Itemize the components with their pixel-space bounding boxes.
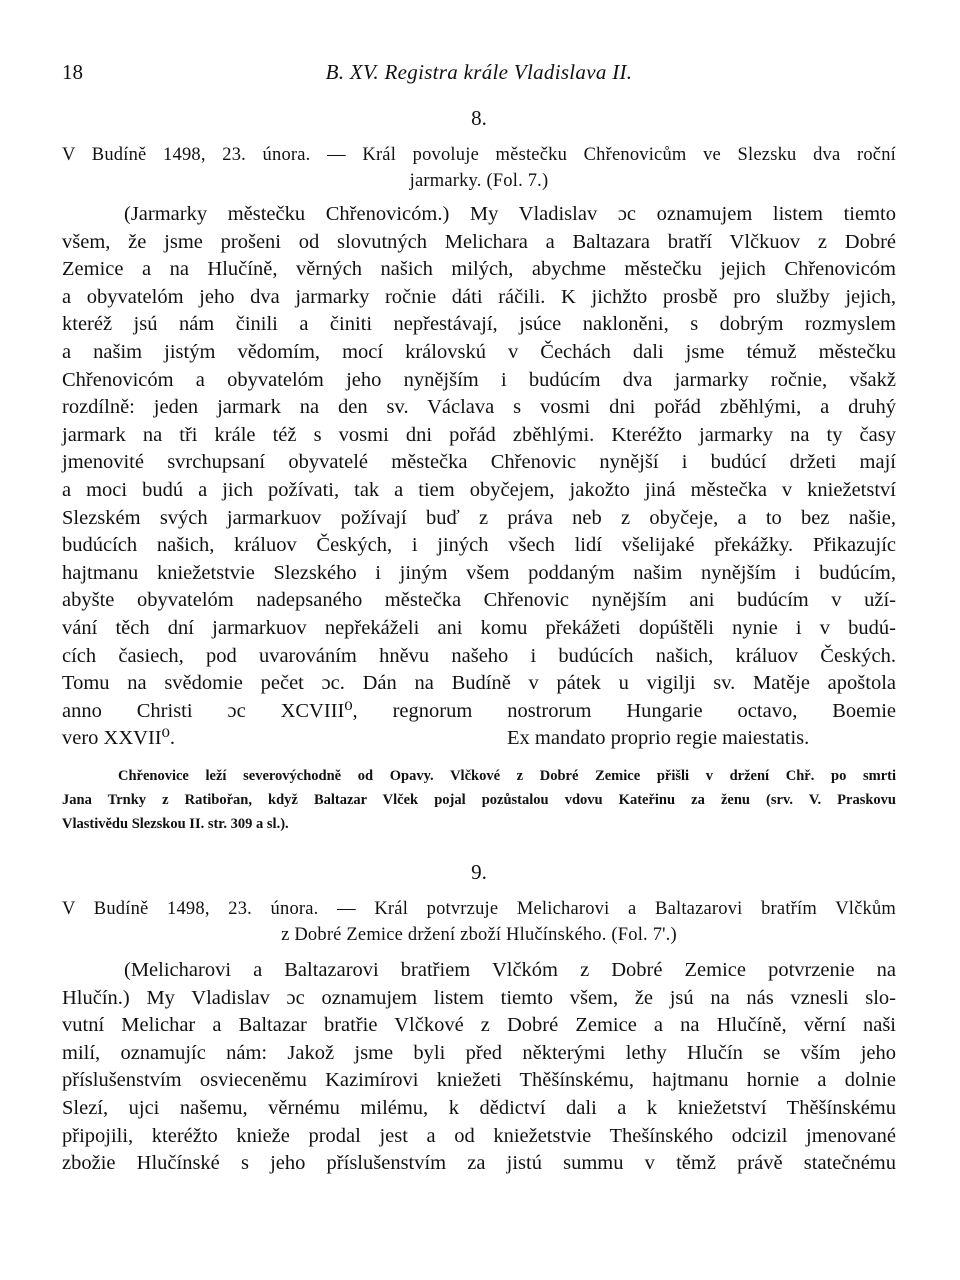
document-8-line: cích časiech, pod uvarováním hněvu našeho i budúcích našich, králuov Českých.	[62, 644, 896, 667]
document-8-closing	[62, 725, 896, 753]
document-8-chancery-note: Ex mandato proprio regie maiestatis.	[507, 727, 810, 750]
document-9-text	[62, 957, 896, 1178]
document-9-regest	[62, 896, 896, 948]
document-8-line: jmenovité svrchupsaní obyvatelé městečka Chřenovic nynější i budúcí držeti mají	[62, 451, 896, 474]
document-8-line: Zemice a na Hlučíně, věrných našich milých, abychme městečku jejich Chřenovicóm	[62, 258, 896, 281]
document-8-line: budúcích našich, králuov Českých, i jiných všech lidí všelijaké překážky. Přikazujíc	[62, 534, 896, 557]
document-8-line: Tomu na svědomie pečet ɔc. Dán na Budíně v pátek u vigilji sv. Matěje apoštola	[62, 672, 896, 695]
document-8-number: 8.	[471, 106, 487, 130]
document-8-line: anno Christi ɔc XCVIII⁰, regnorum nostrorum Hungarie octavo, Boemie	[62, 699, 896, 722]
page-number: 18	[62, 60, 83, 84]
document-9-line: zbožie Hlučínské s jeho příslušenstvím za jistú summu v těmž právě statečnému	[62, 1152, 896, 1175]
document-8-line: kteréž jsú nám činili a činiti nepřestávají, jsúce nakloněni, s dobrým rozmyslem	[62, 313, 896, 336]
document-8-line: a našim jistým vědomím, mocí královskú v Čechách dali jsme témuž městečku	[62, 340, 896, 363]
document-9-line: vutní Melichar a Baltazar bratřie Vlčkové z Dobré Zemice a na Hlučíně, věrní naši	[62, 1014, 896, 1037]
running-title: B. XV. Registra krále Vladislava II.	[325, 60, 633, 84]
document-8-line: abyšte obyvatelóm nadepsaného městečka Chřenovic nynějším ani budúcím v uží-	[62, 589, 896, 612]
document-9-line: Slezí, ujci našemu, věrnému milému, k dědictví dali a k kniežetství Thěšínskému	[62, 1096, 896, 1119]
document-9-regest-line-1: V Budíně 1498, 23. února. — Král potvrzuje Melicharovi a Baltazarovi bratřím Vlčkům	[62, 899, 896, 919]
document-9-regest-line-2: z Dobré Zemice držení zboží Hlučínského. (Fol. 7'.)	[281, 925, 677, 945]
document-8-regest-line-2: jarmarky. (Fol. 7.)	[409, 171, 549, 191]
document-8-line: jarmark na tři krále též s vosmi dni pořád zběhlými. Kteréžto jarmarky na ty časy	[62, 423, 896, 446]
document-9-line: Hlučín.) My Vladislav ɔc oznamujem listem tiemto všem, že jsú na nás vznesli slo-	[62, 986, 896, 1009]
footnote-line: Chřenovice leží severovýchodně od Opavy. Vlčkové z Dobré Zemice přišli v držení Chř. po smrti	[118, 768, 896, 784]
document-8-text	[62, 201, 896, 753]
document-8-closing-date: vero XXVII⁰.	[62, 727, 175, 750]
footnote-line: Jana Trnky z Ratibořan, když Baltazar Vlček pojal pozůstalou vdovu Kateřinu za ženu (srv. V. Praskovu	[62, 792, 896, 808]
document-9-number: 9.	[471, 860, 487, 884]
document-8-line: a obyvatelóm jeho dva jarmarky ročnie dáti ráčili. K jichžto prosbě pro služby jejich,	[62, 285, 896, 308]
document-9-line: příslušenstvím osvieceněmu Kazimírovi kniežeti Thěšínskému, hajtmanu hornie a dolnie	[62, 1069, 896, 1092]
document-8-line: Chřenovicóm a obyvatelóm jeho nynějším i budúcím dva jarmarky ročnie, všakž	[62, 368, 896, 391]
running-head	[62, 60, 896, 86]
document-8-footnote	[62, 764, 896, 836]
footnote-line: Vlastivědu Slezskou II. str. 309 a sl.).	[62, 816, 289, 832]
document-8-line: (Jarmarky městečku Chřenovicóm.) My Vladislav ɔc oznamujem listem tiemto	[124, 203, 896, 225]
document-8-regest	[62, 142, 896, 194]
document-8-line: a moci budú a jich požívati, tak a tiem obyčejem, jakožto jiná městečka v kniežetství	[62, 478, 896, 501]
document-9-line: milí, oznamujíc nám: Jakož jsme byli před některými lethy Hlučín se vším jeho	[62, 1041, 896, 1064]
document-8-line: vání těch dní jarmarkuov nepřekáželi ani komu překážeti dopúštěli nynie i v budú-	[62, 616, 896, 639]
document-8-line: Slezském svých jarmarkuov požívají buď z práva neb z obyčeje, a to bez našie,	[62, 506, 896, 529]
document-8-line: rozdílně: jeden jarmark na den sv. Václava s vosmi dni pořád zběhlými, a druhý	[62, 396, 896, 419]
document-9-line: (Melicharovi a Baltazarovi bratřiem Vlčkóm z Dobré Zemice potvrzenie na	[124, 959, 896, 981]
book-page	[62, 0, 896, 1280]
document-8-line: všem, že jsme prošeni od slovutných Melichara a Baltazara bratří Vlčkuov z Dobré	[62, 230, 896, 253]
document-9-line: připojili, kteréžto knieže prodal jest a od kniežetstvie Thešínského odcizil jmenované	[62, 1124, 896, 1147]
document-8-line: hajtmanu kniežetstvie Slezského i jiným všem poddaným našim nynějším i budúcím,	[62, 561, 896, 584]
document-8-regest-line-1: V Budíně 1498, 23. února. — Král povoluje městečku Chřenovicům ve Slezsku dva roční	[62, 145, 896, 165]
